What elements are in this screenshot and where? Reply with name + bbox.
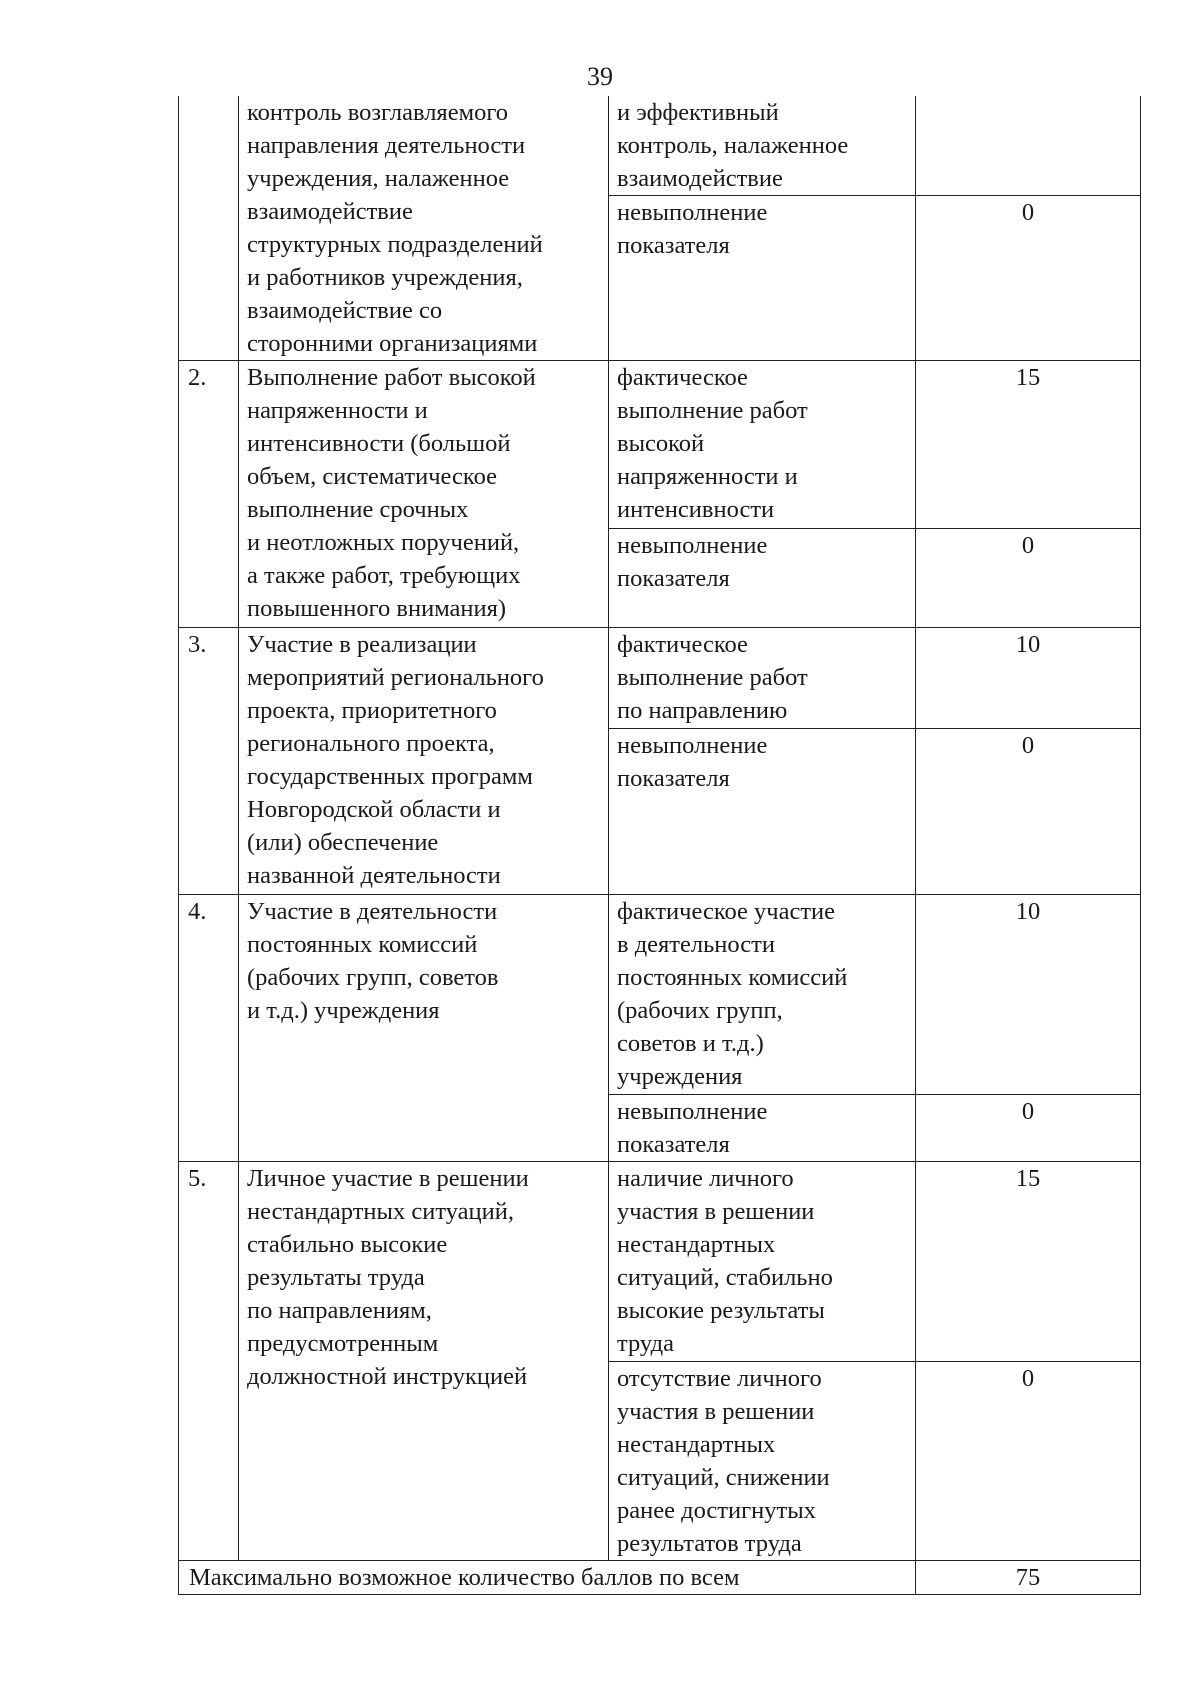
table-row bbox=[179, 1162, 1141, 1362]
row-number: 4. bbox=[179, 895, 239, 1162]
indicator-cell: наличие личного участия в решении нестандартных ситуаций, стабильно высокие результаты труда bbox=[609, 1162, 916, 1362]
indicator-cell: невыполнение показателя bbox=[609, 1095, 916, 1162]
score-cell bbox=[916, 96, 1141, 196]
row-number: 3. bbox=[179, 628, 239, 895]
table-row bbox=[179, 96, 1141, 196]
score-cell: 0 bbox=[916, 1362, 1141, 1561]
criterion-cell: контроль возглавляемого направления деятельности учреждения, налаженное взаимодействие структурных подразделений и работников учреждения, взаимодействие со сторонними организациями bbox=[239, 96, 609, 361]
score-cell: 10 bbox=[916, 895, 1141, 1095]
score-cell: 0 bbox=[916, 1095, 1141, 1162]
row-number: 2. bbox=[179, 361, 239, 628]
indicator-cell: отсутствие личного участия в решении нестандартных ситуаций, снижении ранее достигнутых результатов труда bbox=[609, 1362, 916, 1561]
score-cell: 0 bbox=[916, 196, 1141, 361]
indicator-cell: фактическое участие в деятельности постоянных комиссий (рабочих групп, советов и т.д.) учреждения bbox=[609, 895, 916, 1095]
indicator-cell: невыполнение показателя bbox=[609, 196, 916, 361]
table-row bbox=[179, 628, 1141, 729]
score-cell: 15 bbox=[916, 1162, 1141, 1362]
table-row bbox=[179, 895, 1141, 1095]
row-number: 5. bbox=[179, 1162, 239, 1561]
indicator-cell: фактическое выполнение работ по направлению bbox=[609, 628, 916, 729]
criterion-cell: Выполнение работ высокой напряженности и интенсивности (большой объем, систематическое выполнение срочных и неотложных поручений, а также работ, требующих повышенного внимания) bbox=[239, 361, 609, 628]
page-number: 39 bbox=[587, 62, 613, 91]
criterion-cell: Личное участие в решении нестандартных ситуаций, стабильно высокие результаты труда по направлениям, предусмотренным должностной инструкцией bbox=[239, 1162, 609, 1561]
score-cell: 15 bbox=[916, 361, 1141, 529]
indicator-cell: фактическое выполнение работ высокой напряженности и интенсивности bbox=[609, 361, 916, 529]
indicator-cell: и эффективный контроль, налаженное взаимодействие bbox=[609, 96, 916, 196]
total-row bbox=[179, 1561, 1141, 1595]
score-cell: 0 bbox=[916, 529, 1141, 628]
table-row bbox=[179, 361, 1141, 529]
indicator-cell: невыполнение показателя bbox=[609, 529, 916, 628]
score-cell: 0 bbox=[916, 729, 1141, 895]
indicator-cell: невыполнение показателя bbox=[609, 729, 916, 895]
criterion-cell: Участие в деятельности постоянных комиссий (рабочих групп, советов и т.д.) учреждения bbox=[239, 895, 609, 1162]
criterion-cell: Участие в реализации мероприятий регионального проекта, приоритетного регионального проекта, государственных программ Новгородской области и (или) обеспечение названной деятельности bbox=[239, 628, 609, 895]
row-number bbox=[179, 96, 239, 361]
criteria-table bbox=[178, 96, 1141, 1595]
total-label: Максимально возможное количество баллов по всем bbox=[179, 1561, 916, 1595]
total-value: 75 bbox=[916, 1561, 1141, 1595]
score-cell: 10 bbox=[916, 628, 1141, 729]
